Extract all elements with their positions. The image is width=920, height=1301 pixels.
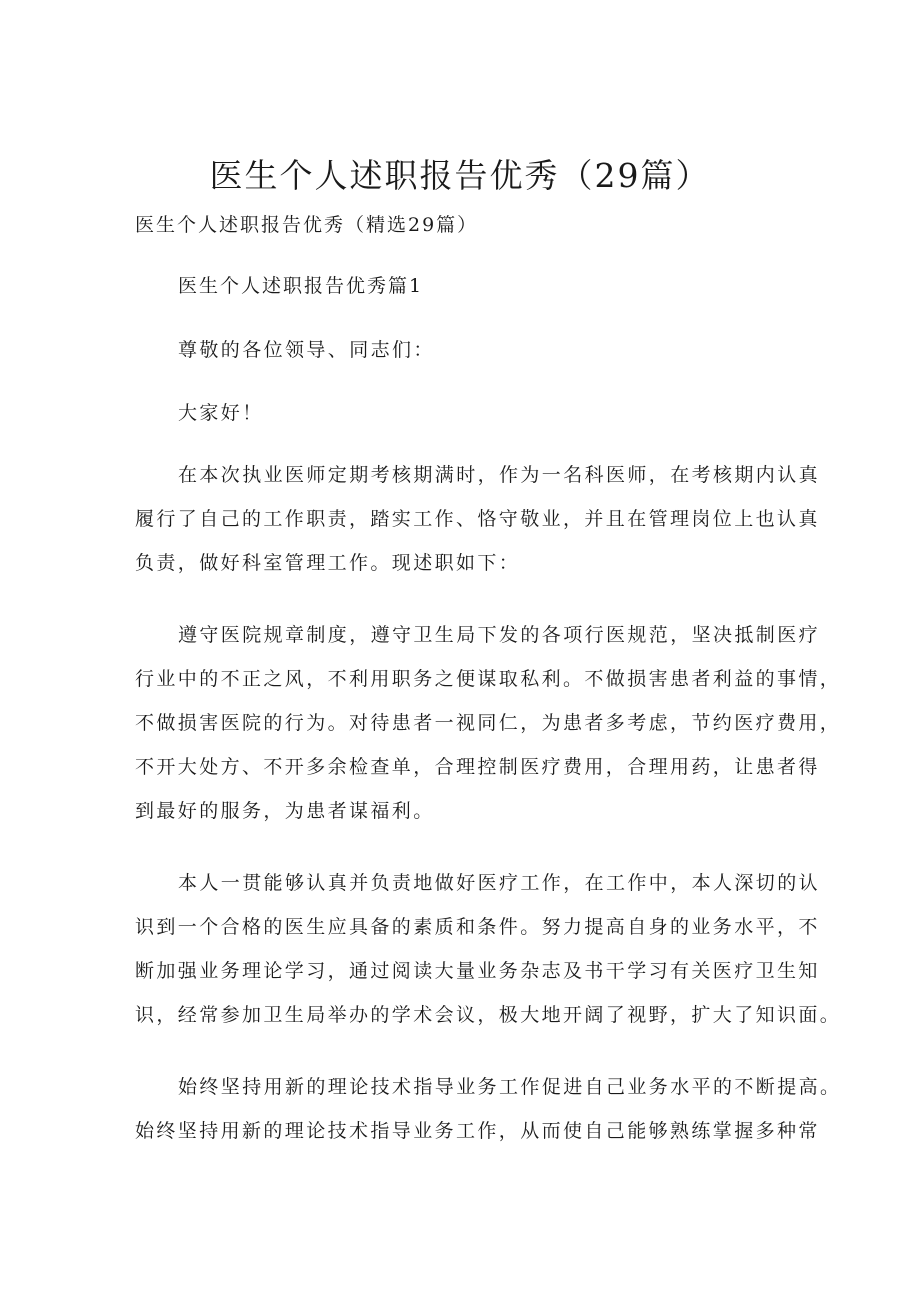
paragraph-1-line: 在本次执业医师定期考核期满时，作为一名科医师，在考核期内认真 — [178, 464, 821, 486]
paragraph-4-line: 始终坚持用新的理论技术指导业务工作促进自己业务水平的不断提高。 — [178, 1076, 842, 1098]
paragraph-4-line: 始终坚持用新的理论技术指导业务工作，从而使自己能够熟练掌握多种常 — [135, 1120, 820, 1142]
paragraph-3-line: 本人一贯能够认真并负责地做好医疗工作，在工作中，本人深切的认 — [178, 872, 821, 894]
document-subtitle: 医生个人述职报告优秀（精选29篇） — [135, 214, 479, 236]
greeting: 尊敬的各位领导、同志们： — [178, 339, 435, 361]
section-heading: 医生个人述职报告优秀篇1 — [178, 275, 424, 297]
paragraph-1-line: 履行了自己的工作职责，踏实工作、恪守敬业，并且在管理岗位上也认真 — [135, 508, 820, 530]
document-title: 医生个人述职报告优秀（29篇） — [209, 156, 711, 195]
paragraph-2-line: 不开大处方、不开多余检查单，合理控制医疗费用，合理用药，让患者得 — [135, 756, 820, 778]
paragraph-3-line: 识，经常参加卫生局举办的学术会议，极大地开阔了视野，扩大了知识面。 — [135, 1004, 842, 1026]
paragraph-3-line: 断加强业务理论学习，通过阅读大量业务杂志及书干学习有关医疗卫生知 — [135, 960, 820, 982]
paragraph-2-line: 遵守医院规章制度，遵守卫生局下发的各项行医规范，坚决抵制医疗 — [178, 624, 821, 646]
paragraph-2-line: 不做损害医院的行为。对待患者一视同仁，为患者多考虑，节约医疗费用， — [135, 712, 842, 734]
paragraph-1-line: 负责，做好科室管理工作。现述职如下： — [135, 552, 521, 574]
salutation: 大家好！ — [178, 402, 264, 424]
paragraph-3-line: 识到一个合格的医生应具备的素质和条件。努力提高自身的业务水平，不 — [135, 916, 820, 938]
paragraph-2-line: 行业中的不正之风，不利用职务之便谋取私利。不做损害患者利益的事情， — [135, 668, 842, 690]
paragraph-2-line: 到最好的服务，为患者谋福利。 — [135, 800, 435, 822]
